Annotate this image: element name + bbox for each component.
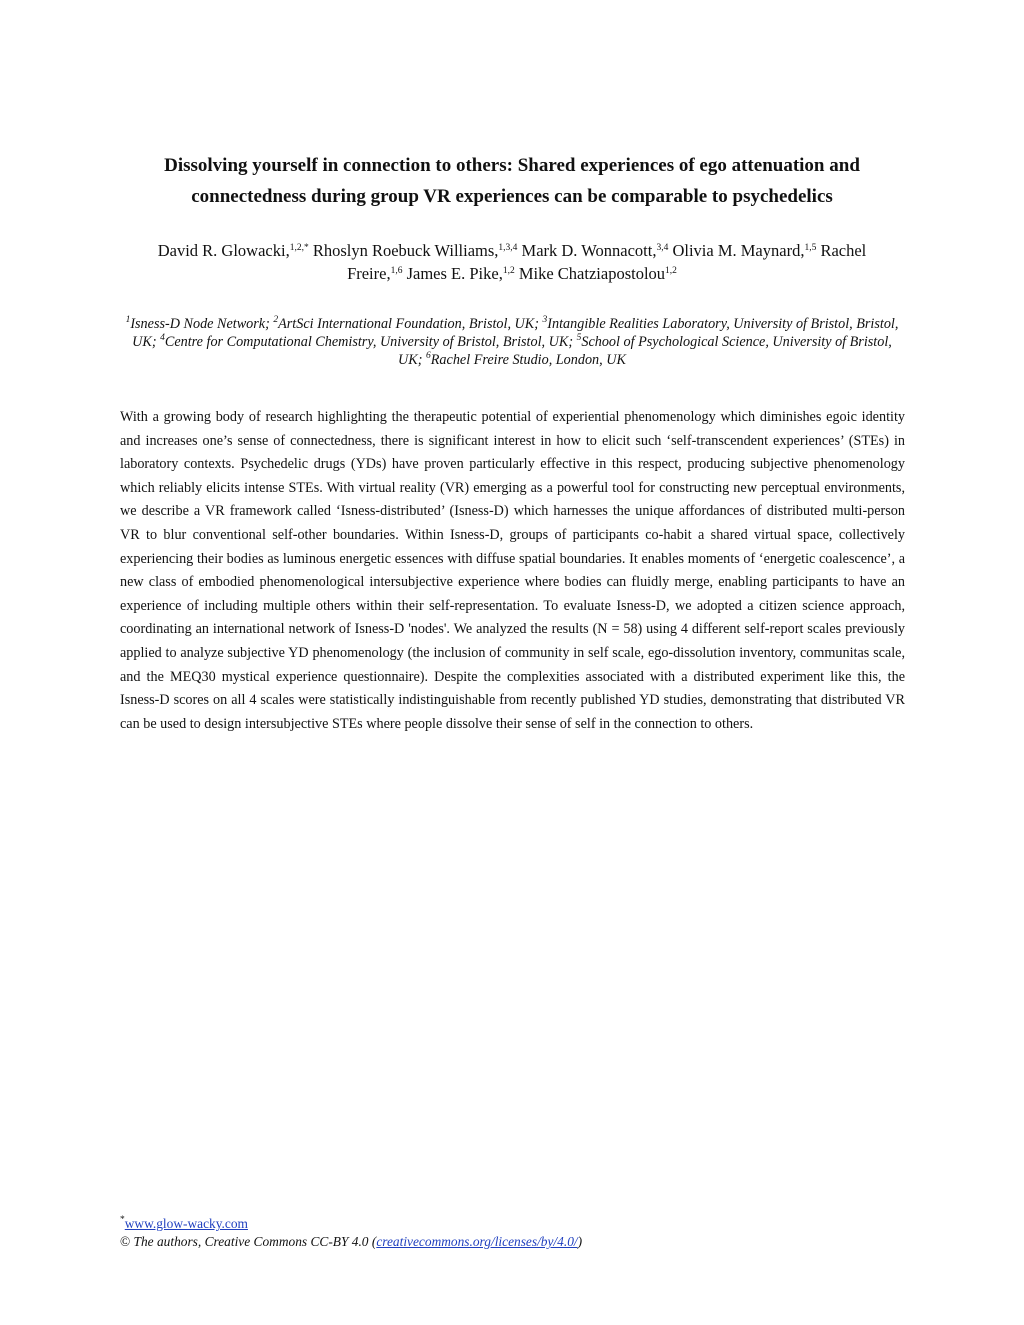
author: Rachel Freire,$^{1,6}$ [347, 241, 867, 283]
affiliation: $^6$Rachel Freire Studio, London, UK [426, 350, 626, 368]
copyright-symbol: © [120, 1234, 134, 1249]
license-note [120, 1233, 900, 1251]
license-link[interactable]: creativecommons.org/licenses/by/4.0/ [376, 1234, 578, 1249]
title-line-2: connectedness during group VR experiences can be comparable to psychedelics [191, 186, 833, 207]
footer-notes [120, 1215, 900, 1251]
affiliation: $^1$Isness-D Node Network; [125, 314, 274, 332]
author: James E. Pike,$^{1,2}$ [406, 264, 515, 283]
website-link[interactable]: www.glow-wacky.com [124, 1216, 248, 1231]
author: Mike Chatziapostolou$^{1,2}$ [518, 264, 677, 283]
footnote-marker: * [120, 1214, 125, 1225]
affiliation: $^5$School of Psychological Science, University of Bristol, UK; [398, 332, 892, 368]
author-list [130, 239, 894, 285]
author: Rhoslyn Roebuck Williams,$^{1,3,4}$ [312, 241, 518, 260]
author: Mark D. Wonnacott,$^{3,4}$ [521, 241, 669, 260]
license-suffix: ) [577, 1234, 583, 1249]
abstract-paragraph: With a growing body of research highlighting the therapeutic potential of experiential phenomenology which diminishes egoic identity and increases one’s sense of connectedness, there is significant interest in how to elicit such ‘self-transcendent experiences’ (STEs) in laboratory contexts. Psychedelic drugs (YDs) have proven particularly effective in this respect, producing subjective phenomenology which reliably elicits intense STEs. With virtual reality (VR) emerging as a powerful tool for constructing new perceptual environments, we describe a VR framework called ‘Isness-distributed’ (Isness-D) which harnesses the unique affordances of distributed multi-person VR to blur conventional self-other boundaries. Within Isness-D, groups of participants co-habit a shared virtual space, collectively experiencing their bodies as luminous energetic essences with diffuse spatial boundaries. It enables moments of ‘energetic coalescence’, a new class of embodied phenomenological intersubjective experience where bodies can fluidly merge, enabling participants to have an experience of including multiple others within their self-representation. To evaluate Isness-D, we adopted a citizen science approach, coordinating an international network of Isness-D 'nodes'. We analyzed the results (N = 58) using 4 different self-report scales previously applied to analyze subjective YD phenomenology (the inclusion of community in self scale, ego-dissolution inventory, communitas scale, and the MEQ30 mystical experience questionnaire). Despite the complexities associated with a distributed experiment like this, the Isness-D scores on all 4 scales were statistically indistinguishable from recently published YD studies, demonstrating that distributed VR can be used to design intersubjective STEs where people dissolve their sense of self in the connection to others. [120, 409, 905, 732]
title-line-1: Dissolving yourself in connection to others: Shared experiences of ego attenuation and [164, 155, 860, 176]
affiliation: $^3$Intangible Realities Laboratory, University of Bristol, Bristol, UK; [132, 314, 899, 350]
corresponding-footnote [120, 1215, 900, 1233]
affiliation: $^2$ArtSci International Foundation, Bristol, UK; [273, 314, 543, 332]
license-text: The authors, Creative Commons CC-BY 4.0 ( [133, 1234, 377, 1249]
author: David R. Glowacki,$^{1,2,*}$ [157, 241, 309, 260]
affiliation: $^4$Centre for Computational Chemistry, University of Bristol, Bristol, UK; [160, 332, 577, 350]
paper-title [110, 150, 914, 212]
affiliation-list [120, 315, 904, 369]
author: Olivia M. Maynard,$^{1,5}$ [672, 241, 817, 260]
